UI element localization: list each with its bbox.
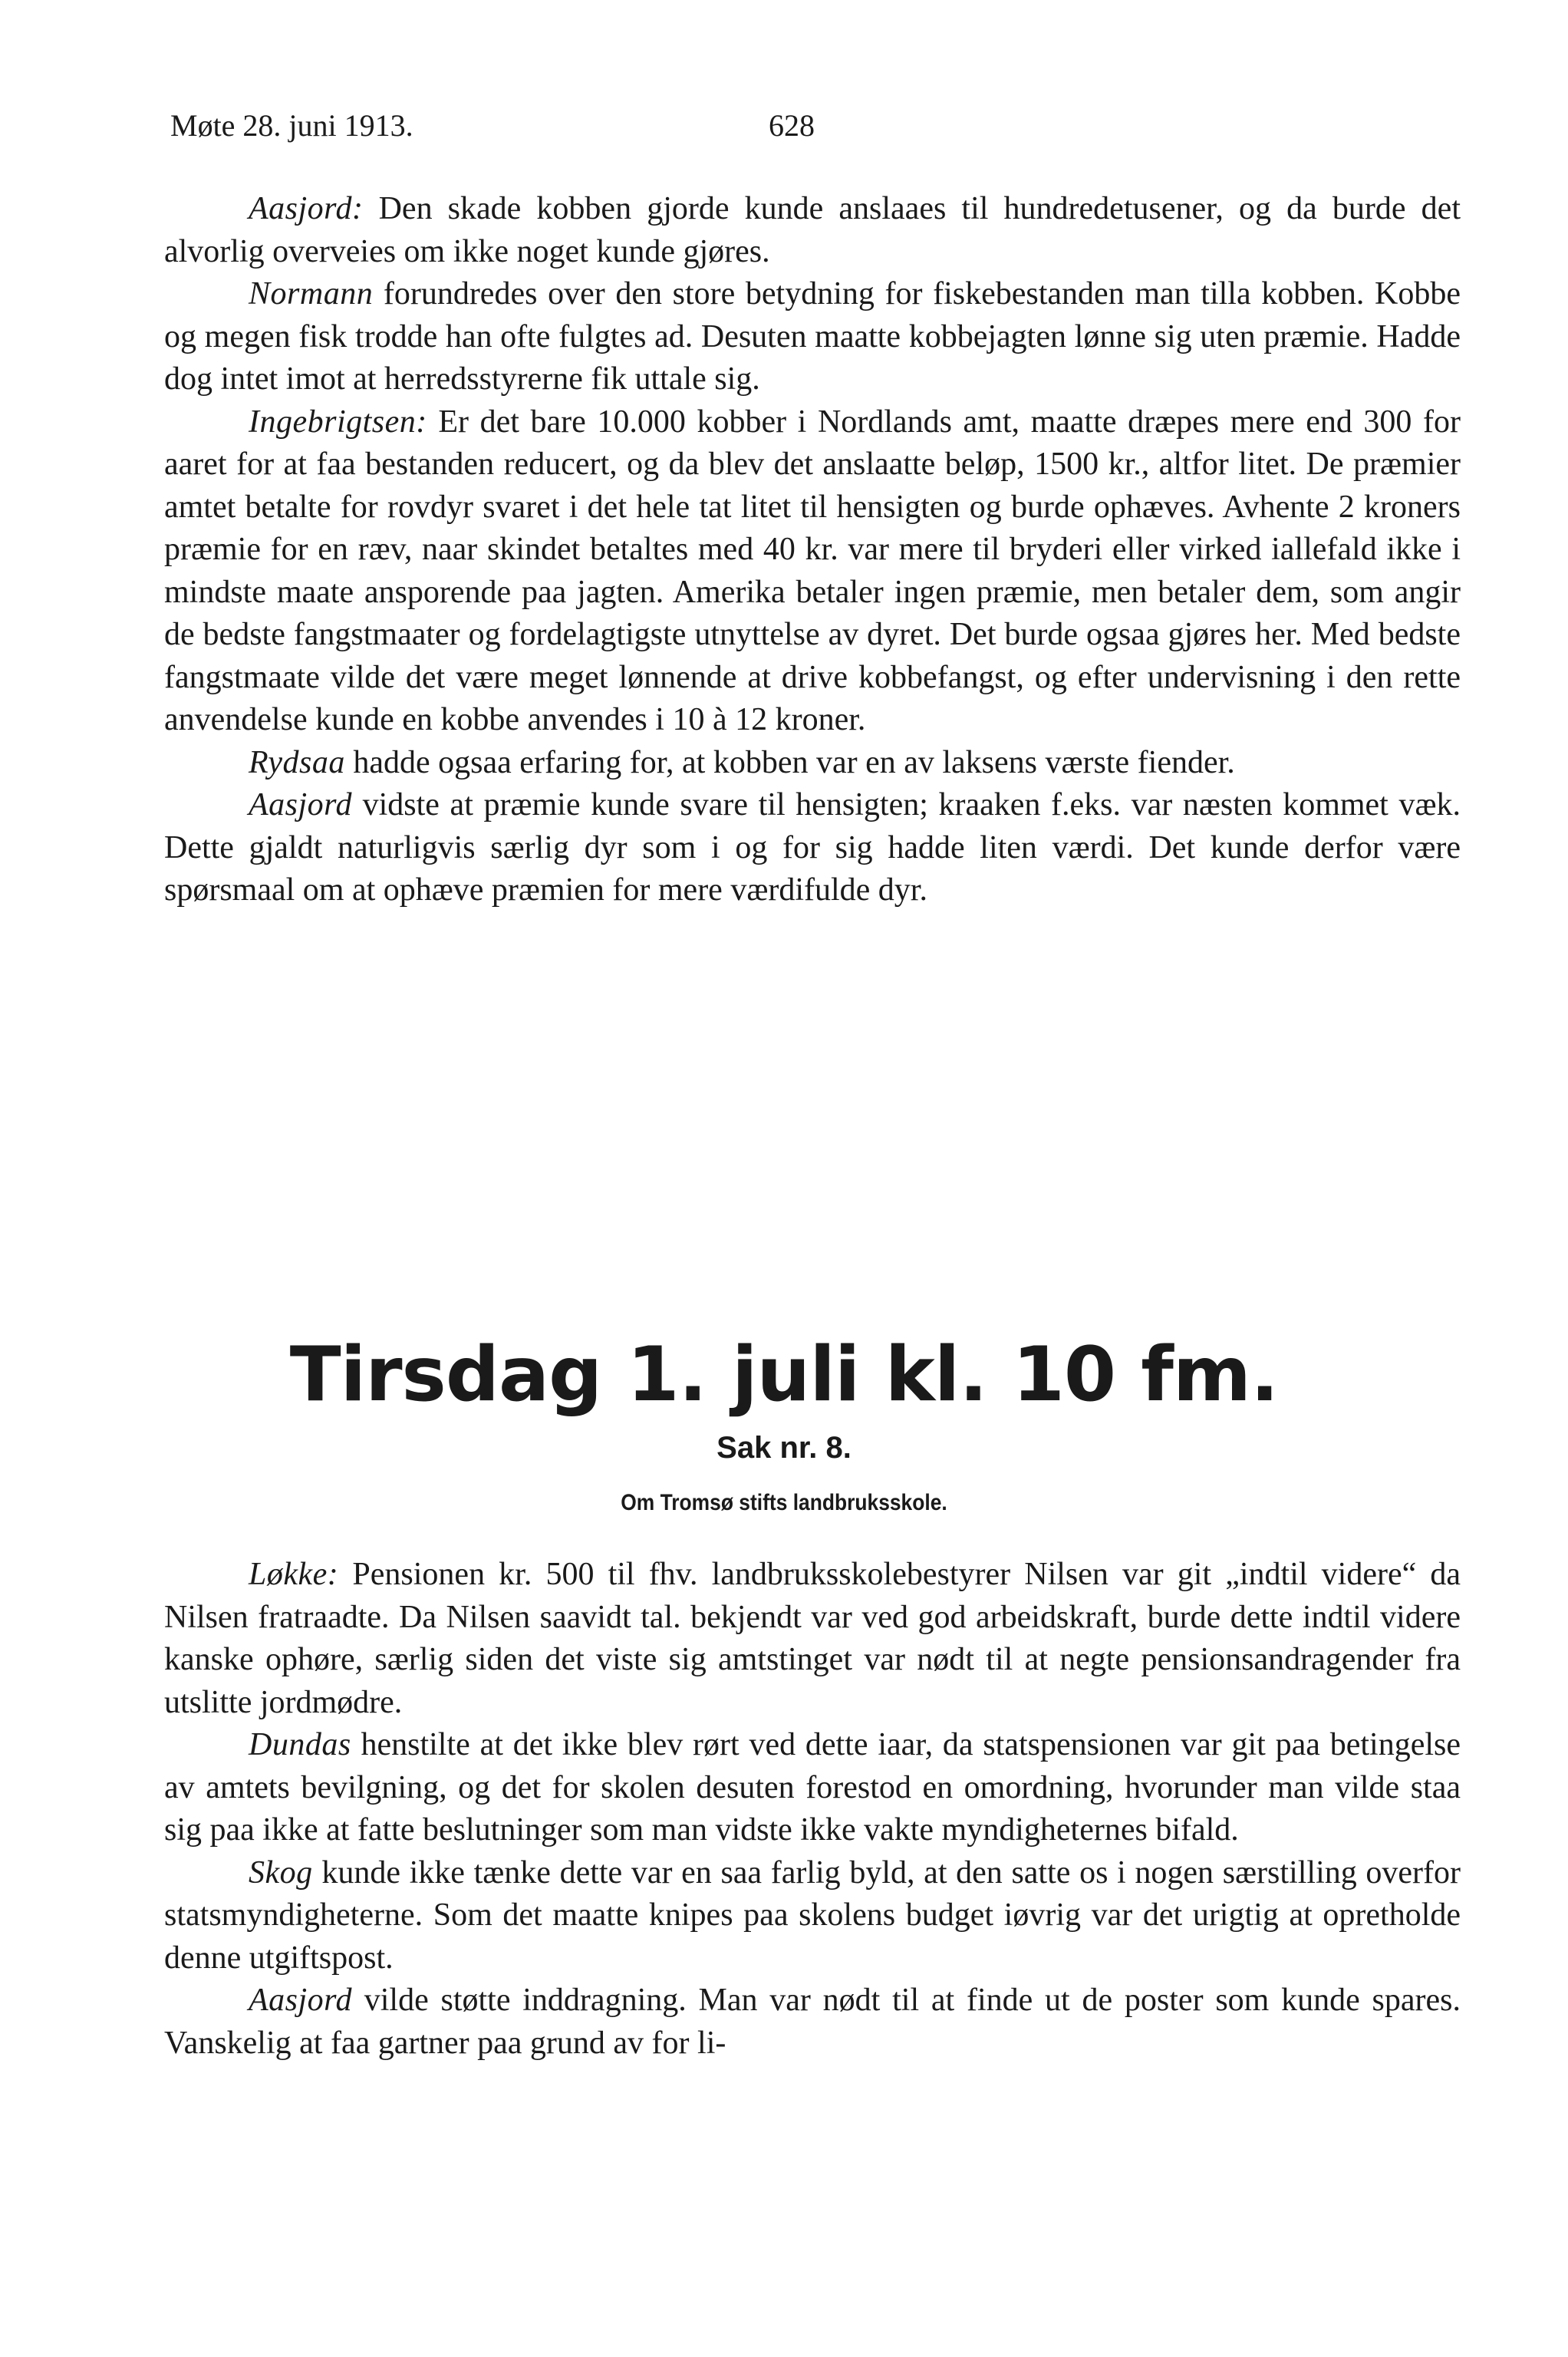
paragraph-text: henstilte at det ikke blev rørt ved dette iaar, da statspensionen var git paa betingelse av amtets bevilgning, og det for skolen desuten forestod en omordning, hvorunder man vilde staa sig paa ikke at fatte beslutninger som man vidste ikke vakte myndigheternes bifald. — [164, 1727, 1461, 1848]
paragraph-text: Er det bare 10.000 kobber i Nordlands amt, maatte dræpes mere end 300 for aaret for at faa bestanden reducert, og da blev det anslaatte beløp, 1500 kr., altfor litet. De præmier amtet betalte for rovdyr svaret i det hele tat litet til hensigten og burde ophæves. Avhente 2 kroners præmie for en ræv, naar skindet betaltes med 40 kr. var mere til bryderi eller virked iallefald ikke i mindste maate ansporende paa jagten. Amerika betaler ingen præmie, men betaler dem, som angir de bedste fangstmaater og fordelagtigste utnyttelse av dyret. Det burde ogsaa gjøres her. Med bedste fangstmaate vilde det være meget lønnende at drive kobbefangst, og efter undervisning i den rette anvendelse kunde en kobbe anvendes i 10 à 12 kroner. — [164, 404, 1461, 737]
speaker-name: Rydsaa — [249, 744, 345, 780]
speaker-name: Aasjord — [249, 1983, 352, 2018]
paragraph-text: kunde ikke tænke dette var en saa farlig byld, at den satte os i nogen særstilling overfor statsmyndigheterne. Som det maatte knipes paa skolens budget iøvrig var det urigtig at opretholde denne utgiftspost. — [164, 1854, 1461, 1976]
paragraph — [164, 401, 1461, 742]
paragraph — [164, 273, 1461, 401]
speaker-sep: : — [351, 191, 364, 226]
minutes-section-2 — [164, 1554, 1461, 2065]
speaker-name: Skog — [249, 1854, 313, 1891]
day-heading: Tirsdag 1. juli kl. 10 fm. — [289, 1331, 1279, 1419]
speaker-name: Aasjord — [249, 191, 352, 226]
speaker-name: Ingebrigtsen — [249, 404, 417, 440]
paragraph-text: vidste at præmie kunde svare til hensigten; kraaken f.eks. var næsten kommet væk. Dette gjaldt naturligvis særlig dyr som i og for sig hadde liten værdi. Det kunde derfor være spørsmaal om at ophæve præmien for mere værdifulde dyr. — [164, 787, 1461, 908]
paragraph-text: Den skade kobben gjorde kunde anslaaes til hundredetusener, og da burde det alvorlig overveies om ikke noget kunde gjøres. — [164, 191, 1461, 269]
case-heading: Sak nr. 8. — [716, 1431, 852, 1465]
speaker-sep: : — [327, 1557, 339, 1592]
paragraph-text: Pensionen kr. 500 til fhv. landbruksskolebestyrer Nilsen var git „indtil videre“ da Nilsen fratraadte. Da Nilsen saavidt tal. bekjendt var ved god arbeidskraft, burde dette indtil videre kanske ophøre, særlig siden det viste sig amtstinget var nødt til at negte pensionsandragender fra utslitte jordmødre. — [164, 1557, 1461, 1720]
speaker-sep: : — [416, 404, 427, 440]
paragraph — [164, 188, 1461, 273]
meeting-date: Møte 28. juni 1913. — [170, 108, 413, 143]
speaker-name: Dundas — [249, 1727, 351, 1762]
subject-heading: Om Tromsø stifts landbruksskole. — [621, 1490, 947, 1515]
page-header — [170, 107, 1398, 153]
paragraph — [164, 1980, 1461, 2065]
paragraph-text: forundredes over den store betydning for fiskebestanden man tilla kobben. Kobbe og megen fisk trodde han ofte fulgtes ad. Desuten maatte kobbejagten lønne sig uten præmie. Hadde dog intet imot at herredsstyrerne fik uttale sig. — [164, 276, 1461, 397]
paragraph — [164, 1724, 1461, 1852]
paragraph-text: hadde ogsaa erfaring for, at kobben var en av laksens værste fiender. — [344, 744, 1235, 780]
paragraph — [164, 1852, 1461, 1980]
minutes-section-1 — [164, 188, 1461, 912]
paragraph — [164, 1554, 1461, 1724]
page-number: 628 — [769, 108, 815, 143]
paragraph — [164, 784, 1461, 912]
paragraph-text: vilde støtte inddragning. Man var nødt til at finde ut de poster som kunde spares. Vanskelig at faa gartner paa grund av for li- — [164, 1983, 1461, 2061]
speaker-name: Løkke — [249, 1557, 328, 1592]
speaker-name: Normann — [249, 276, 374, 312]
speaker-name: Aasjord — [249, 787, 352, 822]
paragraph — [164, 742, 1461, 785]
